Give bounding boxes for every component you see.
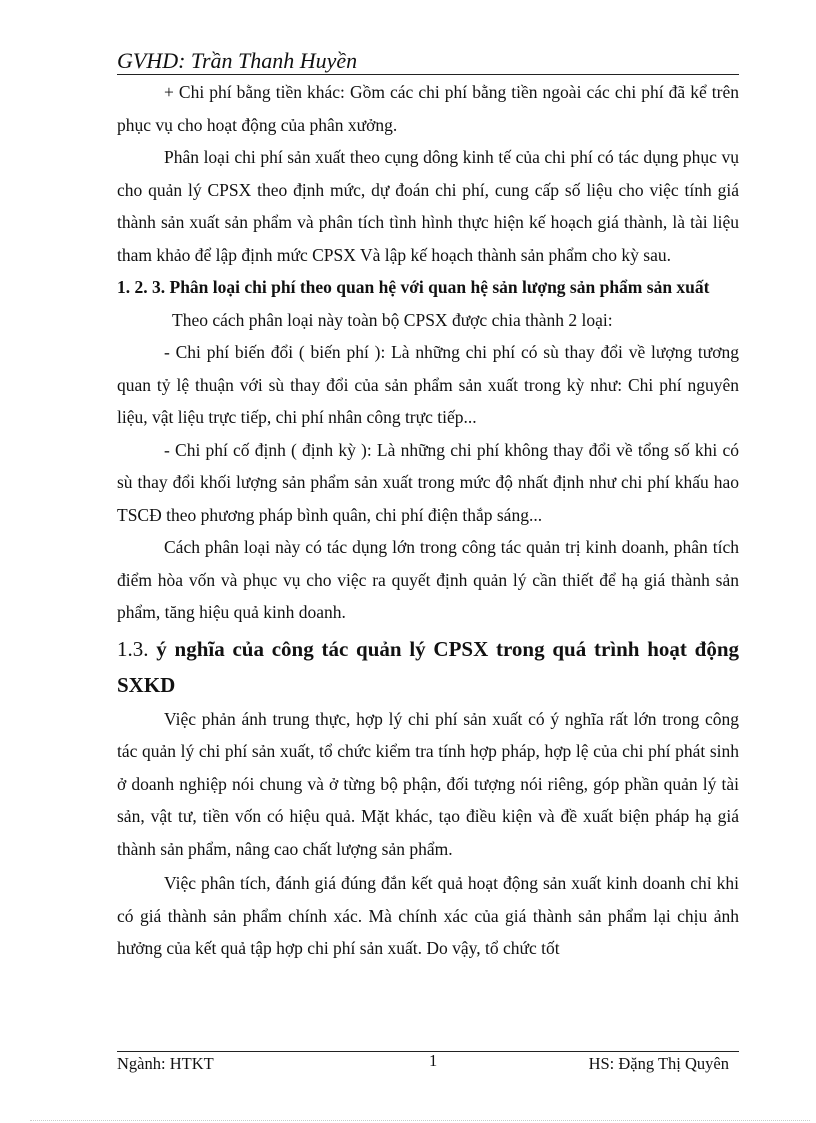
footer-rule	[117, 1051, 739, 1052]
paragraph-variable-costs: - Chi phí biến đổi ( biến phí ): Là những chi phí có sù thay đổi về lượng tương quan tỷ lệ thuận với sù thay đổi của sản phẩm sản xuất trong kỳ như: Chi phí nguyên liệu, vật liệu trực tiếp, chi phí nhân công trực tiếp...	[117, 342, 739, 427]
page-footer	[117, 1053, 739, 1075]
page-header: GVHD: Trần Thanh Huyền	[117, 48, 358, 73]
heading-1-3-text: ý nghĩa của công tác quản lý CPSX trong quá trình hoạt động SXKD	[117, 636, 740, 697]
document-body	[117, 76, 739, 965]
heading-1-3-number: 1.3.	[117, 636, 149, 661]
paragraph-fixed-costs: - Chi phí cố định ( định kỳ ): Là những chi phí không thay đổi về tổng số khi có sù thay đổi khối lượng sản phẩm sản xuất trong mức độ nhất định như chi phí khấu hao TSCĐ theo phương pháp bình quân, chi phí điện thắp sáng...	[117, 439, 739, 525]
paragraph-significance: Việc phản ánh trung thực, hợp lý chi phí sản xuất có ý nghĩa rất lớn trong công tác quản lý chi phí sản xuất, tổ chức kiểm tra tính hợp pháp, hợp lệ của chi phí phát sinh ở doanh nghiệp nói chung và ở từng bộ phận, đối tượng nói riêng, góp phần quản lý tài sản, vật tư, tiền vốn có hiệu quả. Mặt khác, tạo điều kiện và đề xuất biện pháp hạ giá thành sản phẩm, nâng cao chất lượng sản phẩm.	[117, 708, 739, 859]
header-rule	[117, 74, 739, 75]
footer-student: HS: Đặng Thị Quyên	[588, 1054, 729, 1073]
paragraph-classification-effect: Cách phân loại này có tác dụng lớn trong công tác quản trị kinh doanh, phân tích điểm hòa vốn và phục vụ cho việc ra quyết định quản lý cần thiết để hạ giá thành sản phẩm, tăng hiệu quả kinh doanh.	[117, 537, 739, 622]
page-number: 1	[429, 1051, 438, 1070]
paragraph-classification-purpose: Phân loại chi phí sản xuất theo cụng dông kinh tế của chi phí có tác dụng phục vụ cho quản lý CPSX theo định mức, dự đoán chi phí, cung cấp số liệu cho việc tính giá thành sản xuất sản phẩm và phân tích tình hình thực hiện kế hoạch giá thành, là tài liệu tham khảo để lập định mức CPSX Và lập kế hoạch thành sản phẩm cho kỳ sau.	[117, 147, 739, 265]
heading-1-3	[117, 631, 739, 703]
heading-1-2-3: 1. 2. 3. Phân loại chi phí theo quan hệ với quan hệ sản lượng sản phẩm sản xuất	[117, 277, 710, 297]
footer-major: Ngành: HTKT	[117, 1054, 214, 1073]
paragraph-two-types: Theo cách phân loại này toàn bộ CPSX được chia thành 2 loại:	[172, 309, 613, 330]
paragraph-other-costs: + Chi phí bằng tiền khác: Gồm các chi phí bằng tiền ngoài các chi phí đã kể trên phục vụ cho hoạt động của phân xưởng.	[117, 82, 739, 135]
page-bottom-divider	[30, 1120, 810, 1121]
paragraph-analysis: Việc phân tích, đánh giá đúng đắn kết quả hoạt động sản xuất kinh doanh chỉ khi có giá thành sản phẩm chính xác. Mà chính xác của giá thành sản phẩm lại chịu ảnh hưởng của kết quả tập hợp chi phí sản xuất. Do vậy, tổ chức tốt	[117, 873, 739, 958]
